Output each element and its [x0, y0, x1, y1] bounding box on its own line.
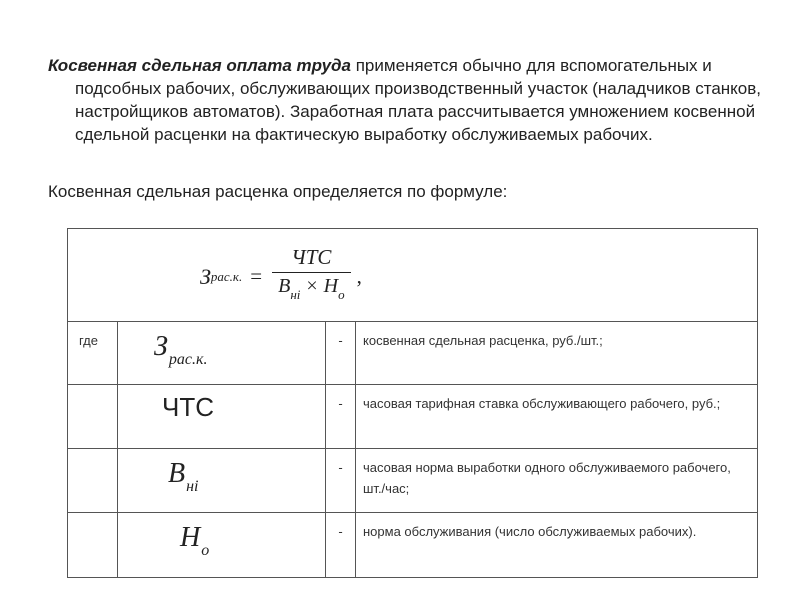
- formula-comma: ,: [356, 263, 362, 288]
- legend-description: часовая тарифная ставка обслуживающего рабочего, руб.;: [356, 385, 758, 449]
- table-row: [68, 322, 758, 385]
- formula-denominator: [272, 272, 351, 305]
- table-row: [68, 385, 758, 449]
- denominator-h-subscript: о: [338, 287, 345, 302]
- legend-symbol: [168, 458, 199, 497]
- formula-row: [68, 229, 758, 322]
- table-row: [68, 449, 758, 513]
- legend-dash: -: [326, 449, 356, 513]
- formula-fraction: [272, 247, 351, 305]
- empty-cell: [68, 449, 118, 513]
- symbol-letter: З: [154, 331, 168, 362]
- paragraph-indirect-piece-wage: [48, 54, 787, 146]
- where-label: где: [68, 322, 118, 385]
- legend-symbol-cell: [118, 449, 326, 513]
- table-row: [68, 513, 758, 578]
- empty-cell: [68, 385, 118, 449]
- formula-lhs-subscript: рас.к.: [210, 268, 243, 284]
- rate-formula: [200, 247, 362, 305]
- symbol-letter: В: [168, 458, 186, 489]
- formula-lhs-symbol: З: [200, 263, 211, 289]
- legend-dash: -: [326, 385, 356, 449]
- denominator-h: Н: [323, 275, 339, 297]
- formula-equals: =: [250, 263, 263, 288]
- symbol-subscript: рас.к.: [168, 351, 208, 368]
- formula-table: [67, 228, 758, 578]
- legend-description: косвенная сдельная расценка, руб./шт.;: [356, 322, 758, 385]
- denominator-b-subscript: нi: [290, 287, 301, 302]
- legend-description: норма обслуживания (число обслуживаемых рабочих).: [356, 513, 758, 578]
- paragraph-body: применяется обычно для вспомогательных и подсобных рабочих, обслуживающих производственный участок (наладчиков станков, настройщиков автоматов). Заработная плата рассчитывается умножением косвенной сдельной расценки на фактическую выработку обслуживаемых рабочих.: [75, 56, 762, 144]
- formula-numerator: ЧТС: [291, 245, 332, 269]
- legend-symbol-cell: [118, 385, 326, 449]
- legend-symbol: ЧТС: [162, 392, 214, 422]
- legend-symbol: [154, 331, 208, 370]
- paragraph-formula-intro: Косвенная сдельная расценка определяется по формуле:: [48, 182, 508, 201]
- legend-dash: -: [326, 513, 356, 578]
- legend-dash: -: [326, 322, 356, 385]
- legend-description: часовая норма выработки одного обслуживаемого рабочего, шт./час;: [356, 449, 758, 513]
- denominator-b: В: [278, 275, 291, 297]
- symbol-letter: Н: [180, 522, 201, 553]
- symbol-subscript: о: [201, 542, 210, 559]
- empty-cell: [68, 513, 118, 578]
- legend-symbol-cell: [118, 513, 326, 578]
- legend-symbol-cell: [118, 322, 326, 385]
- legend-symbol: [180, 522, 210, 561]
- symbol-subscript: нi: [186, 478, 199, 495]
- times-sign: ×: [306, 275, 318, 297]
- term-indirect-piece-wage: Косвенная сдельная оплата труда: [48, 56, 351, 75]
